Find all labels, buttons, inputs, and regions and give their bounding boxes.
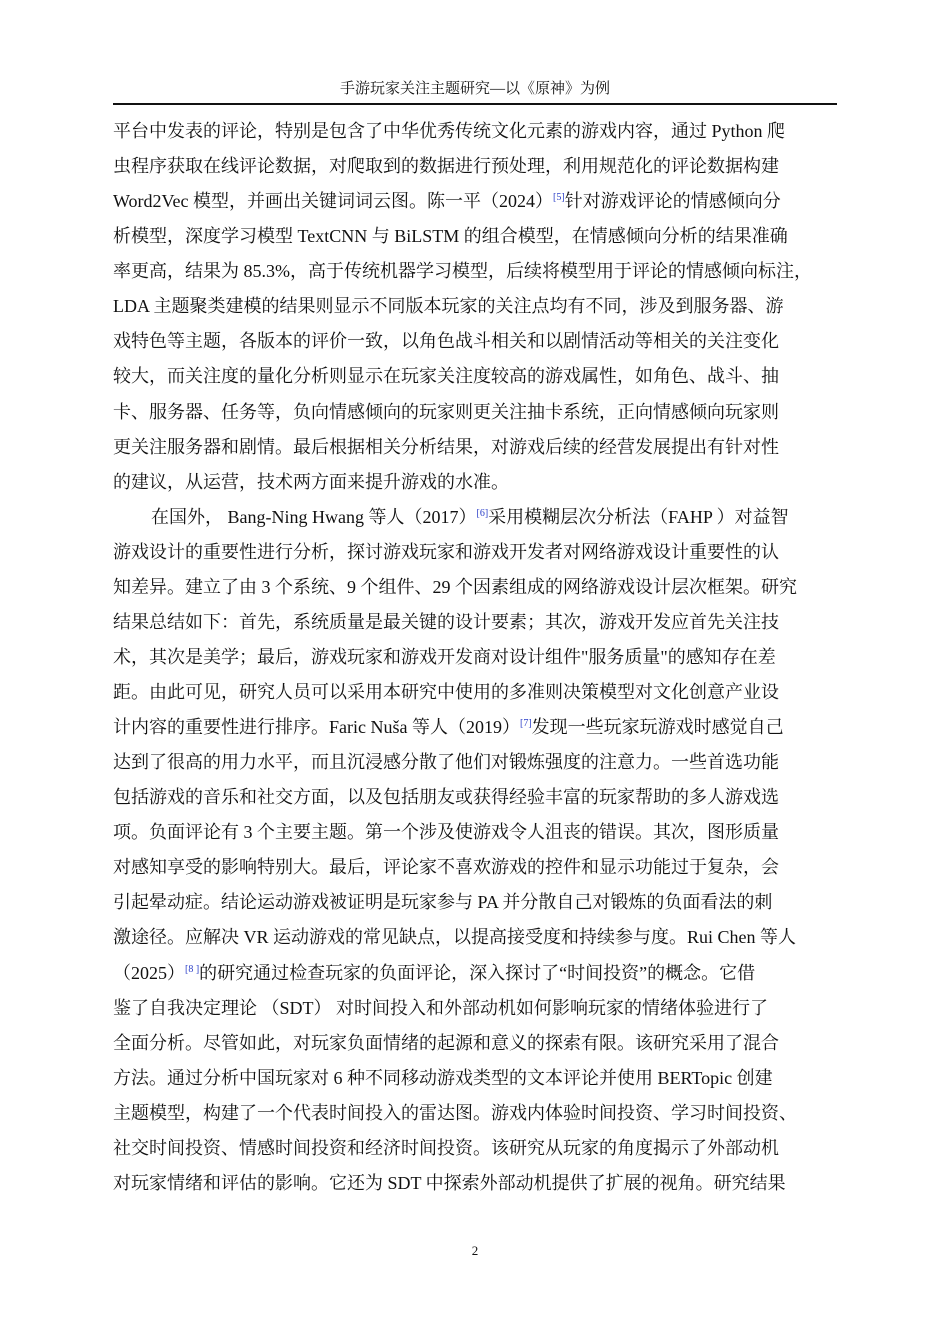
line-text: （2025） bbox=[113, 962, 185, 983]
text-line: 戏特色等主题，各版本的评价一致，以角色战斗相关和以剧情活动等相关的关注变化 bbox=[113, 331, 779, 352]
text-line: 析模型，深度学习模型 TextCNN 与 BiLSTM 的组合模型，在情感倾向分析的结果准确 bbox=[113, 226, 788, 247]
text-line: 主题模型，构建了一个代表时间投入的雷达图。游戏内体验时间投资、学习时间投资、 bbox=[113, 1102, 797, 1123]
text-line: 虫程序获取在线评论数据，对爬取到的数据进行预处理，利用规范化的评论数据构建 bbox=[113, 156, 779, 177]
text-line: 全面分析。尽管如此，对玩家负面情绪的起源和意义的探索有限。该研究采用了混合 bbox=[113, 1032, 779, 1053]
line-text: 计内容的重要性进行排序。Faric Nuša 等人（2019） bbox=[113, 717, 520, 738]
text-line: LDA 主题聚类建模的结果则显示不同版本玩家的关注点均有不同，涉及到服务器、游 bbox=[113, 296, 784, 317]
line-text: 针对游戏评论的情感倾向分 bbox=[564, 191, 781, 212]
text-line: 方法。通过分析中国玩家对 6 种不同移动游戏类型的文本评论并使用 BERTopic 创建 bbox=[113, 1067, 773, 1088]
line-text: Word2Vec 模型，并画出关键词词云图。陈一平（2024） bbox=[113, 191, 554, 212]
text-line: 对感知享受的影响特别大。最后，评论家不喜欢游戏的控件和显示功能过于复杂，会 bbox=[113, 857, 779, 878]
text-line: 较大，而关注度的量化分析则显示在玩家关注度较高的游戏属性，如角色、战斗、抽 bbox=[113, 366, 779, 387]
page-number: 2 bbox=[471, 1243, 479, 1258]
text-line: 的建议，从运营，技术两方面来提升游戏的水准。 bbox=[113, 471, 509, 492]
header-rule bbox=[113, 103, 837, 105]
text-line bbox=[113, 956, 853, 991]
text-line bbox=[113, 710, 853, 745]
body-text bbox=[113, 114, 853, 1201]
citation-link[interactable]: [5] bbox=[553, 192, 565, 204]
text-line: 游戏设计的重要性进行分析，探讨游戏玩家和游戏开发者对网络游戏设计重要性的认 bbox=[113, 541, 779, 562]
text-line: 引起晕动症。结论运动游戏被证明是玩家参与 PA 并分散自己对锻炼的负面看法的刺 bbox=[113, 892, 773, 913]
text-line: 对玩家情绪和评估的影响。它还为 SDT 中探索外部动机提供了扩展的视角。研究结果 bbox=[113, 1172, 786, 1193]
text-line: 距。由此可见，研究人员可以采用本研究中使用的多准则决策模型对文化创意产业设 bbox=[113, 682, 779, 702]
citation-link[interactable]: [8 ] bbox=[185, 963, 200, 975]
text-line: 社交时间投资、情感时间投资和经济时间投资。该研究从玩家的角度揭示了外部动机 bbox=[113, 1137, 779, 1158]
line-text: 的研究通过检查玩家的负面评论，深入探讨了“时间投资”的概念。它借 bbox=[199, 962, 756, 983]
running-header: 手游玩家关注主题研究—以《原神》为例 bbox=[339, 81, 610, 97]
text-line: 卡、服务器、任务等，负向情感倾向的玩家则更关注抽卡系统，正向情感倾向玩家则 bbox=[113, 401, 779, 422]
line-text: 在国外， Bang-Ning Hwang 等人（2017） bbox=[151, 506, 477, 527]
citation-link[interactable]: [7] bbox=[519, 718, 532, 730]
text-line: 平台中发表的评论，特别是包含了中华优秀传统文化元素的游戏内容，通过 Python 爬 bbox=[113, 121, 786, 141]
text-line: 率更高，结果为 85.3%，高于传统机器学习模型，后续将模型用于评论的情感倾向标注， bbox=[113, 261, 812, 282]
line-text: 发现一些玩家玩游戏时感觉自己 bbox=[531, 717, 784, 738]
text-line: 达到了很高的用力水平，而且沉浸感分散了他们对锻炼强度的注意力。一些首选功能 bbox=[113, 752, 779, 773]
text-line: 知差异。建立了由 3 个系统、9 个组件、29 个因素组成的网络游戏设计层次框架。研究 bbox=[113, 576, 797, 597]
line-text: 采用模糊层次分析法（FAHP ）对益智 bbox=[488, 506, 789, 527]
text-line: 结果总结如下：首先，系统质量是最关键的设计要素；其次，游戏开发应首先关注技 bbox=[113, 611, 779, 632]
text-line: 鉴了自我决定理论 （SDT） 对时间投入和外部动机如何影响玩家的情绪体验进行了 bbox=[113, 997, 769, 1018]
text-line: 包括游戏的音乐和社交方面，以及包括朋友或获得经验丰富的玩家帮助的多人游戏选 bbox=[113, 787, 779, 808]
citation-link[interactable]: [6] bbox=[476, 507, 489, 519]
text-line bbox=[113, 500, 853, 535]
text-line: 激途径。应解决 VR 运动游戏的常见缺点，以提高接受度和持续参与度。Rui Chen 等人 bbox=[113, 927, 797, 948]
text-line bbox=[113, 184, 853, 219]
text-line: 项。负面评论有 3 个主要主题。第一个涉及使游戏令人沮丧的错误。其次，图形质量 bbox=[113, 822, 779, 843]
text-line: 更关注服务器和剧情。最后根据相关分析结果，对游戏后续的经营发展提出有针对性 bbox=[113, 436, 779, 457]
text-line: 术，其次是美学；最后，游戏玩家和游戏开发商对设计组件"服务质量"的感知存在差 bbox=[113, 646, 776, 667]
